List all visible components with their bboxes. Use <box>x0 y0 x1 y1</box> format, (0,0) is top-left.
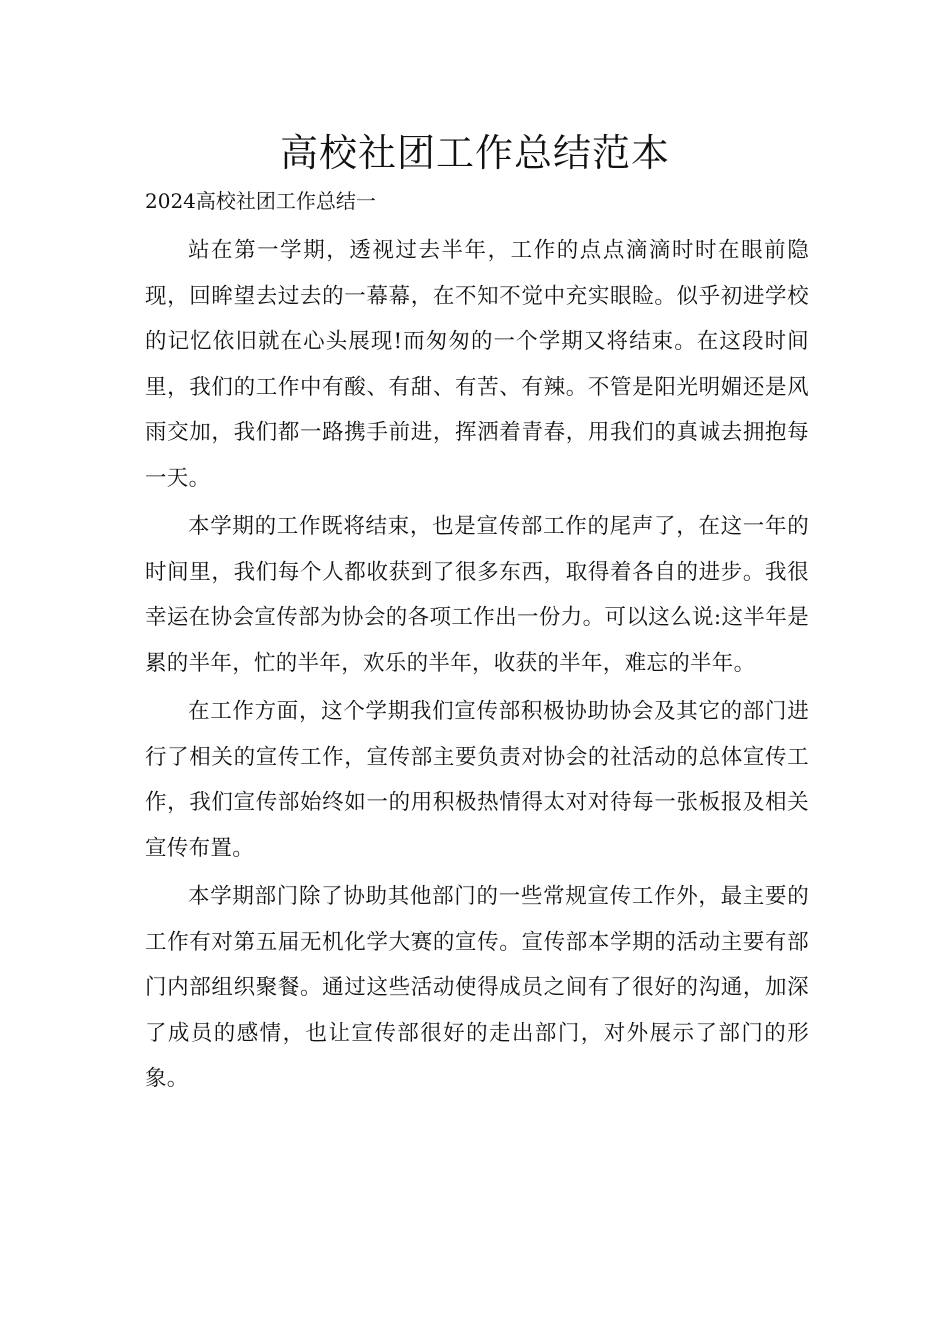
document-body <box>145 228 809 1102</box>
paragraph: 站在第一学期，透视过去半年，工作的点点滴滴时时在眼前隐现，回眸望去过去的一幕幕，在不知不觉中充实眼睑。似乎初进学校的记忆依旧就在心头展现!而匆匆的一个学期又将结束。在这段时间里，我们的工作中有酸、有甜、有苦、有辣。不管是阳光明媚还是风雨交加，我们都一路携手前进，挥洒着青春，用我们的真诚去拥抱每一天。 <box>145 238 809 491</box>
paragraph: 在工作方面，这个学期我们宣传部积极协助协会及其它的部门进行了相关的宣传工作，宣传部主要负责对协会的社活动的总体宣传工作，我们宣传部始终如一的用积极热情得太对对待每一张板报及相关宣传布置。 <box>145 699 809 861</box>
paragraph: 本学期的工作既将结束，也是宣传部工作的尾声了，在这一年的时间里，我们每个人都收获到了很多东西，取得着各自的进步。我很幸运在协会宣传部为协会的各项工作出一份力。可以这么说:这半年是累的半年，忙的半年，欢乐的半年，收获的半年，难忘的半年。 <box>145 514 809 676</box>
document-subtitle: 2024高校社团工作总结一 <box>145 189 376 213</box>
paragraph: 本学期部门除了协助其他部门的一些常规宣传工作外，最主要的工作有对第五届无机化学大赛的宣传。宣传部本学期的活动主要有部门内部组织聚餐。通过这些活动使得成员之间有了很好的沟通，加深了成员的感情，也让宣传部很好的走出部门，对外展示了部门的形象。 <box>145 884 809 1091</box>
document-title: 高校社团工作总结范本 <box>279 131 670 175</box>
